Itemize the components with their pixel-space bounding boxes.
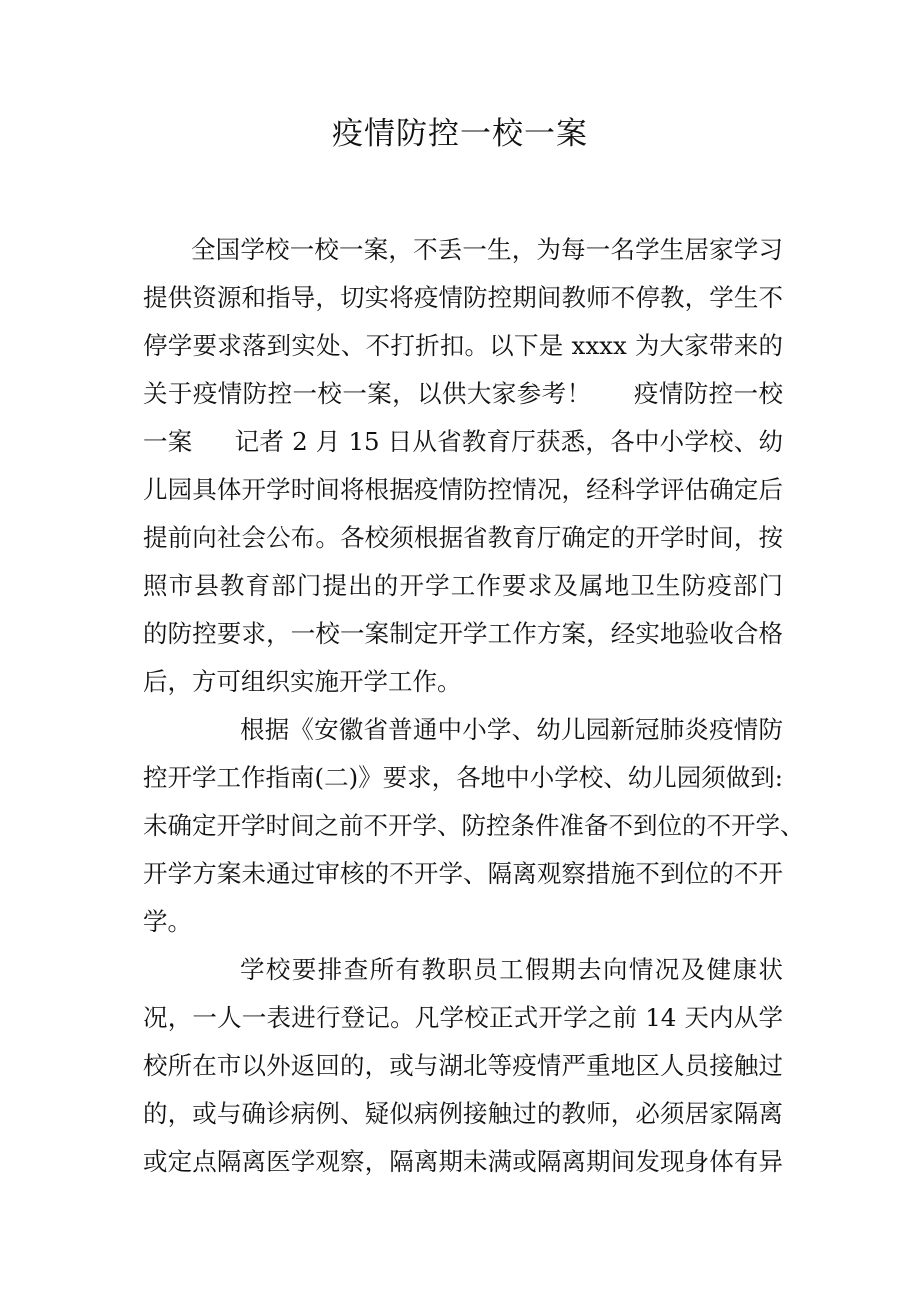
text-segment: 一案 xyxy=(143,427,193,456)
text-segment: 关于疫情防控一校一案，以供大家参考！ xyxy=(143,379,592,408)
text-line: 全国学校一校一案，不丢一生，为每一名学生居家学习 xyxy=(191,235,783,264)
text-line: 儿园具体开学时间将根据疫情防控情况，经科学评估确定后 xyxy=(143,475,783,504)
text-line: 学校要排查所有教职员工假期去向情况及健康状 xyxy=(240,955,783,984)
text-segment: 疫情防控一校 xyxy=(633,379,783,408)
text-line: 根据《安徽省普通中小学、幼儿园新冠肺炎疫情防 xyxy=(240,715,783,744)
text-line: 照市县教育部门提出的开学工作要求及属地卫生防疫部门 xyxy=(143,571,783,600)
text-line: 校所在市以外返回的，或与湖北等疫情严重地区人员接触过 xyxy=(143,1051,783,1080)
paragraph xyxy=(143,226,783,706)
text-line xyxy=(143,418,783,466)
text-line: 提供资源和指导，切实将疫情防控期间教师不停教，学生不 xyxy=(143,283,783,312)
text-line: 的，或与确诊病例、疑似病例接触过的教师，必须居家隔离 xyxy=(143,1099,783,1128)
text-line: 或定点隔离医学观察，隔离期未满或隔离期间发现身体有异 xyxy=(143,1147,783,1176)
document-body xyxy=(143,226,805,1186)
text-line xyxy=(143,370,783,418)
text-line: 后，方可组织实施开学工作。 xyxy=(143,667,462,696)
text-line: 未确定开学时间之前不开学、防控条件准备不到位的不开学、 xyxy=(143,811,805,840)
text-line: 开学方案未通过审核的不开学、隔离观察措施不到位的不开 xyxy=(143,859,783,888)
document-title: 疫情防控一校一案 xyxy=(332,116,588,152)
text-line: 停学要求落到实处、不打折扣。以下是 xxxx 为大家带来的 xyxy=(143,331,783,360)
text-line: 学。 xyxy=(143,907,192,936)
text-line: 提前向社会公布。各校须根据省教育厅确定的开学时间，按 xyxy=(143,523,783,552)
text-segment: 记者 2 月 15 日从省教育厅获悉，各中小学校、幼 xyxy=(234,427,783,456)
text-line: 况，一人一表进行登记。凡学校正式开学之前 14 天内从学 xyxy=(143,1003,783,1032)
paragraph xyxy=(143,706,805,946)
text-line: 的防控要求，一校一案制定开学工作方案，经实地验收合格 xyxy=(143,619,783,648)
paragraph xyxy=(143,946,783,1186)
text-line: 控开学工作指南(二)》要求，各地中小学校、幼儿园须做到: xyxy=(143,763,783,792)
